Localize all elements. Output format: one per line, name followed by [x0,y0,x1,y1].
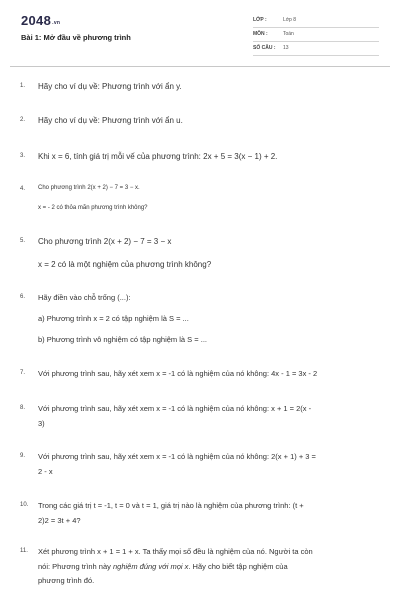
question-text-part: nói: Phương trình này [38,562,113,571]
question-text: Hãy điền vào chỗ trống (...): [38,293,131,302]
question-text: Hãy cho ví dụ về: Phương trình với ẩn u. [38,116,183,125]
question-number: 4. [20,186,26,192]
question-text: Cho phương trình 2(x + 2) − 7 = 3 − x [38,237,172,246]
question-number: 2. [20,117,26,123]
question-text-cont [38,562,288,571]
meta-class-label: LỚP : [253,17,267,23]
meta-count-value: 13 [283,45,289,51]
question-text: Khi x = 6, tính giá trị mỗi vế của phương trình: 2x + 5 = 3(x − 1) + 2. [38,152,278,161]
question-text-cont: 2 - x [38,467,53,476]
question-number: 7. [20,370,26,376]
question-text: Với phương trình sau, hãy xét xem x = -1 có là nghiệm của nó không: 2(x + 1) + 3 = [38,452,316,461]
question-text: Hãy cho ví dụ về: Phương trình với ẩn y. [38,82,182,91]
question-text: Cho phương trình 2(x + 2) − 7 = 3 − x. [38,185,140,191]
meta-class-row [253,14,379,28]
question-number: 9. [20,453,26,459]
question-text: Với phương trình sau, hãy xét xem x = -1 có là nghiệm của nó không: 4x - 1 = 3x - 2 [38,369,318,378]
logo-text: 2048 [21,13,52,28]
meta-count-row [253,42,379,56]
meta-class-value: Lớp 8 [283,17,297,23]
question-subtext: x = 2 có là một nghiệm của phương trình không? [38,260,212,269]
header-divider [10,66,390,67]
logo-suffix: .vn [52,20,61,26]
question-text-end: phương trình đó. [38,576,95,585]
question-text-italic: nghiệm đúng với mọi x [112,562,189,571]
question-text-cont: 2)2 = 3t + 4? [38,516,81,525]
lesson-title: Bài 1: Mở đầu về phương trình [21,33,131,42]
meta-subject-row [253,28,379,42]
question-subtext: x = - 2 có thỏa mãn phương trình không? [38,205,148,211]
question-number: 5. [20,238,26,244]
question-option-a: a) Phương trình x = 2 có tập nghiệm là S = ... [38,314,189,323]
meta-count-label: SỐ CÂU : [253,45,276,51]
question-text: Với phương trình sau, hãy xét xem x = -1 có là nghiệm của nó không: x + 1 = 2(x - [38,404,312,413]
question-text-cont: 3) [38,419,45,428]
question-number: 3. [20,153,26,159]
site-logo[interactable] [21,13,60,28]
question-number: 11. [20,548,28,554]
question-option-b: b) Phương trình vô nghiệm có tập nghiệm là S = ... [38,335,207,344]
question-number: 6. [20,294,26,300]
worksheet-header [0,0,400,64]
question-text-part: . Hãy cho biết tập nghiệm của [188,562,288,571]
question-text: Xét phương trình x + 1 = 1 + x. Ta thấy mọi số đều là nghiệm của nó. Người ta còn [38,547,313,556]
question-number: 1. [20,83,26,89]
question-number: 8. [20,405,26,411]
meta-subject-value: Toán [283,31,294,37]
meta-subject-label: MÔN : [253,31,268,37]
question-text: Trong các giá trị t = -1, t = 0 và t = 1, giá trị nào là nghiệm của phương trình: (t + [38,501,304,510]
question-number: 10. [20,502,29,508]
